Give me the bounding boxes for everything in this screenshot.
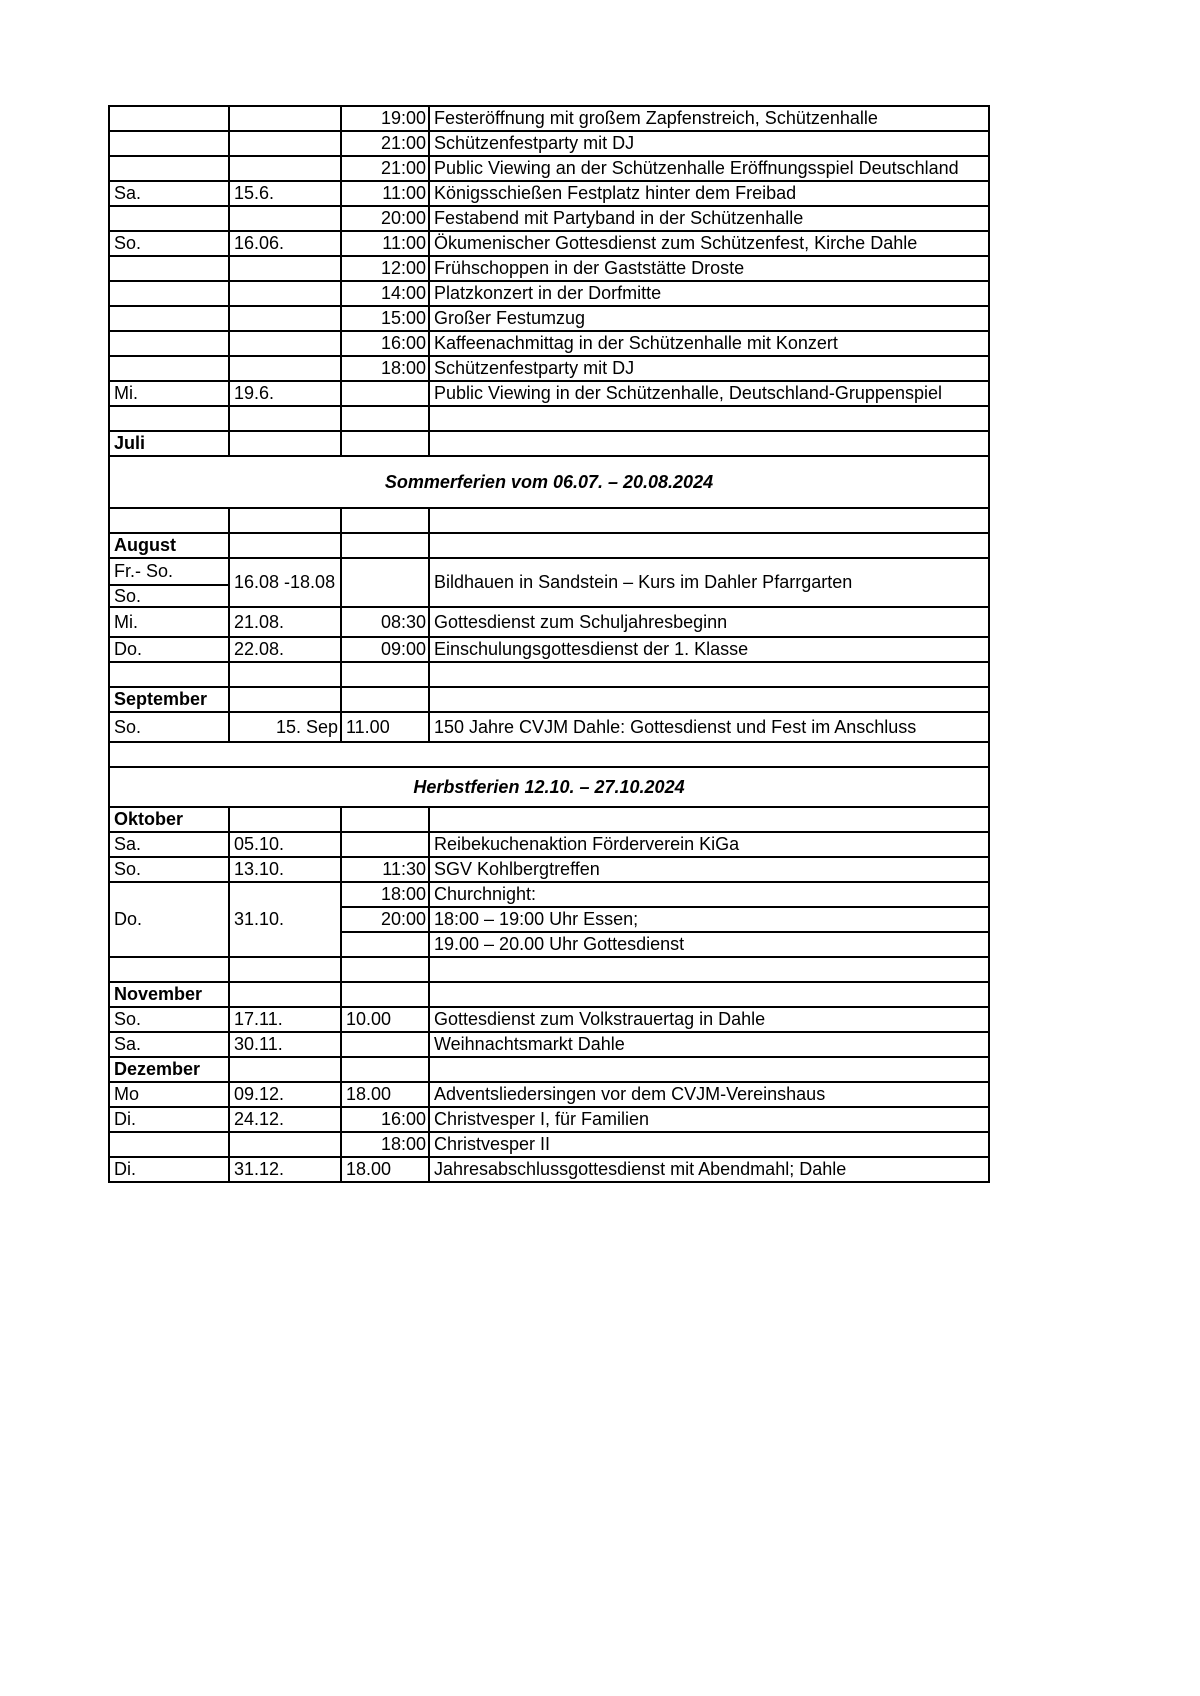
time-cell: [341, 832, 429, 857]
june-section: [109, 106, 989, 406]
date-cell: 19.6.: [229, 381, 341, 406]
month-row-september: [109, 687, 989, 712]
event-cell: Gottesdienst zum Schuljahresbeginn: [429, 607, 989, 637]
date-cell: 09.12.: [229, 1082, 341, 1107]
time-cell: 11:30: [341, 857, 429, 882]
month-label: August: [109, 533, 229, 558]
event-cell: Schützenfestparty mit DJ: [429, 356, 989, 381]
time-cell: 18.00: [341, 1157, 429, 1182]
table-row: [109, 832, 989, 857]
date-cell: 30.11.: [229, 1032, 341, 1057]
time-cell: 10.00: [341, 1007, 429, 1032]
time-cell: 19:00: [341, 106, 429, 131]
event-schedule-table: [108, 105, 990, 1183]
date-cell: 31.10.: [229, 882, 341, 957]
month-label: Dezember: [109, 1057, 229, 1082]
spacer-row: [109, 742, 989, 767]
table-row: [109, 381, 989, 406]
event-schedule-sheet: [108, 105, 988, 1183]
time-cell: [341, 558, 429, 607]
october-section: [109, 807, 989, 982]
day-cell: [109, 206, 229, 231]
day-cell: Do.: [109, 882, 229, 957]
event-cell: Reibekuchenaktion Förderverein KiGa: [429, 832, 989, 857]
date-cell: 15.6.: [229, 181, 341, 206]
event-cell: Gottesdienst zum Volkstrauertag in Dahle: [429, 1007, 989, 1032]
time-cell: [341, 1032, 429, 1057]
december-section: [109, 1057, 989, 1182]
date-cell: 15. Sep: [229, 712, 341, 742]
day-cell: [109, 256, 229, 281]
time-cell: 20:00: [341, 206, 429, 231]
date-cell: 24.12.: [229, 1107, 341, 1132]
table-row: [109, 256, 989, 281]
day-cell: Fr.- So.: [109, 558, 229, 585]
event-cell: Festeröffnung mit großem Zapfenstreich, Schützenhalle: [429, 106, 989, 131]
date-cell: [229, 306, 341, 331]
day-cell: So.: [109, 231, 229, 256]
date-cell: 05.10.: [229, 832, 341, 857]
day-cell: [109, 281, 229, 306]
event-cell: Frühschoppen in der Gaststätte Droste: [429, 256, 989, 281]
month-label: September: [109, 687, 229, 712]
event-cell: 150 Jahre CVJM Dahle: Gottesdienst und Fest im Anschluss: [429, 712, 989, 742]
time-cell: 11:00: [341, 231, 429, 256]
august-section: [109, 533, 989, 687]
day-cell: Mi.: [109, 607, 229, 637]
table-row: [109, 131, 989, 156]
date-cell: [229, 281, 341, 306]
table-row: [109, 882, 989, 907]
time-cell: 08:30: [341, 607, 429, 637]
date-cell: 13.10.: [229, 857, 341, 882]
time-cell: 09:00: [341, 637, 429, 662]
month-row-august: [109, 533, 989, 558]
day-cell: Do.: [109, 637, 229, 662]
spacer-row: [109, 508, 989, 533]
holiday-banner: Sommerferien vom 06.07. – 20.08.2024: [109, 456, 989, 508]
time-cell: 18.00: [341, 1082, 429, 1107]
day-cell: Di.: [109, 1157, 229, 1182]
time-cell: 16:00: [341, 1107, 429, 1132]
table-row: [109, 306, 989, 331]
event-cell: Christvesper I, für Familien: [429, 1107, 989, 1132]
date-cell: 21.08.: [229, 607, 341, 637]
table-row: [109, 281, 989, 306]
time-cell: 14:00: [341, 281, 429, 306]
july-section: [109, 406, 989, 533]
table-row: [109, 231, 989, 256]
day-cell: So.: [109, 712, 229, 742]
event-cell: Ökumenischer Gottesdienst zum Schützenfest, Kirche Dahle: [429, 231, 989, 256]
date-cell: [229, 356, 341, 381]
date-cell: 16.06.: [229, 231, 341, 256]
day-cell: [109, 106, 229, 131]
day-cell: [109, 331, 229, 356]
time-cell: [341, 381, 429, 406]
november-section: [109, 982, 989, 1057]
time-cell: 18:00: [341, 1132, 429, 1157]
date-cell: [229, 106, 341, 131]
table-row: [109, 558, 989, 585]
day-cell: [109, 306, 229, 331]
time-cell: 18:00: [341, 882, 429, 907]
table-row: [109, 106, 989, 131]
time-cell: 18:00: [341, 356, 429, 381]
time-cell: 12:00: [341, 256, 429, 281]
date-cell: 16.08 -18.08: [229, 558, 341, 607]
month-row-december: [109, 1057, 989, 1082]
holiday-row-summer: [109, 456, 989, 508]
time-cell: 11:00: [341, 181, 429, 206]
table-row: [109, 1007, 989, 1032]
event-cell: Festabend mit Partyband in der Schützenhalle: [429, 206, 989, 231]
event-cell: Schützenfestparty mit DJ: [429, 131, 989, 156]
holiday-banner: Herbstferien 12.10. – 27.10.2024: [109, 767, 989, 807]
table-row: [109, 607, 989, 637]
table-row: [109, 712, 989, 742]
time-cell: 21:00: [341, 131, 429, 156]
day-cell: Sa.: [109, 832, 229, 857]
table-row: [109, 356, 989, 381]
event-cell: Königsschießen Festplatz hinter dem Freibad: [429, 181, 989, 206]
time-cell: 11.00: [341, 712, 429, 742]
day-cell: So.: [109, 1007, 229, 1032]
month-row-july: [109, 431, 989, 456]
date-cell: 17.11.: [229, 1007, 341, 1032]
event-cell: Weihnachtsmarkt Dahle: [429, 1032, 989, 1057]
day-cell: Sa.: [109, 181, 229, 206]
date-cell: [229, 156, 341, 181]
september-section: [109, 687, 989, 807]
spacer-row: [109, 957, 989, 982]
month-row-november: [109, 982, 989, 1007]
table-row: [109, 1132, 989, 1157]
table-row: [109, 1107, 989, 1132]
event-cell: Jahresabschlussgottesdienst mit Abendmahl; Dahle: [429, 1157, 989, 1182]
date-cell: [229, 206, 341, 231]
event-cell: Bildhauen in Sandstein – Kurs im Dahler Pfarrgarten: [429, 558, 989, 607]
date-cell: 22.08.: [229, 637, 341, 662]
time-cell: 16:00: [341, 331, 429, 356]
day-cell: [109, 156, 229, 181]
table-row: [109, 181, 989, 206]
table-row: [109, 637, 989, 662]
table-row: [109, 1157, 989, 1182]
table-row: [109, 1032, 989, 1057]
day-cell: Sa.: [109, 1032, 229, 1057]
event-cell: 18:00 – 19:00 Uhr Essen;: [429, 907, 989, 932]
day-cell: So.: [109, 585, 229, 607]
event-cell: Adventsliedersingen vor dem CVJM-Vereinshaus: [429, 1082, 989, 1107]
day-cell: Mi.: [109, 381, 229, 406]
time-cell: 20:00: [341, 907, 429, 932]
holiday-row-autumn: [109, 767, 989, 807]
date-cell: 31.12.: [229, 1157, 341, 1182]
day-cell: Mo: [109, 1082, 229, 1107]
event-cell: Christvesper II: [429, 1132, 989, 1157]
spacer-row: [109, 662, 989, 687]
date-cell: [229, 131, 341, 156]
date-cell: [229, 256, 341, 281]
table-row: [109, 857, 989, 882]
table-row: [109, 206, 989, 231]
day-cell: [109, 356, 229, 381]
table-row: [109, 1082, 989, 1107]
event-cell: SGV Kohlbergtreffen: [429, 857, 989, 882]
month-label: Juli: [109, 431, 229, 456]
date-cell: [229, 331, 341, 356]
event-cell: Einschulungsgottesdienst der 1. Klasse: [429, 637, 989, 662]
day-cell: So.: [109, 857, 229, 882]
time-cell: [341, 932, 429, 957]
event-cell: Kaffeenachmittag in der Schützenhalle mit Konzert: [429, 331, 989, 356]
day-cell: [109, 131, 229, 156]
event-cell: Public Viewing in der Schützenhalle, Deutschland-Gruppenspiel: [429, 381, 989, 406]
time-cell: 21:00: [341, 156, 429, 181]
day-cell: [109, 1132, 229, 1157]
event-cell: Public Viewing an der Schützenhalle Eröffnungsspiel Deutschland: [429, 156, 989, 181]
spacer-row: [109, 406, 989, 431]
day-cell: Di.: [109, 1107, 229, 1132]
month-label: November: [109, 982, 229, 1007]
event-cell: 19.00 – 20.00 Uhr Gottesdienst: [429, 932, 989, 957]
date-cell: [229, 1132, 341, 1157]
month-label: Oktober: [109, 807, 229, 832]
event-cell: Churchnight:: [429, 882, 989, 907]
time-cell: 15:00: [341, 306, 429, 331]
table-row: [109, 331, 989, 356]
month-row-october: [109, 807, 989, 832]
event-cell: Platzkonzert in der Dorfmitte: [429, 281, 989, 306]
event-cell: Großer Festumzug: [429, 306, 989, 331]
table-row: [109, 156, 989, 181]
